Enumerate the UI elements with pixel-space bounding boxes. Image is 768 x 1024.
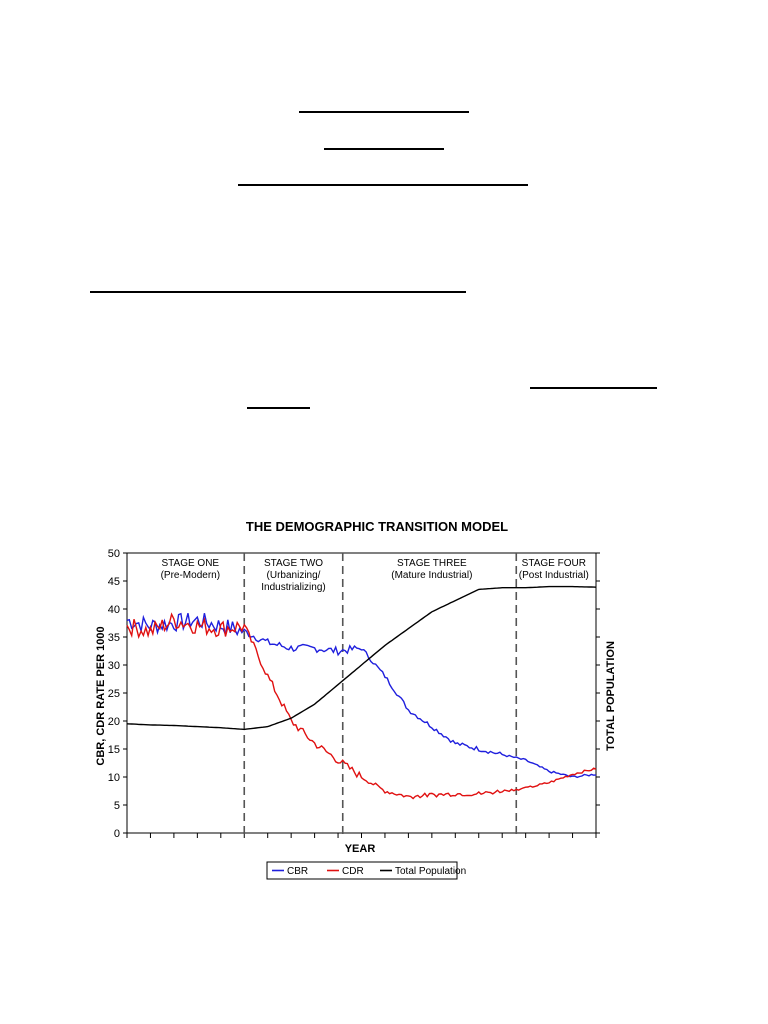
series-line-cbr — [127, 613, 596, 777]
legend-label-cbr: CBR — [287, 866, 309, 877]
stage-label-3: (Mature Industrial) — [391, 570, 473, 581]
legend — [267, 862, 466, 879]
stage-label-2: Industrializing) — [261, 582, 326, 593]
y-tick-label: 15 — [107, 744, 120, 756]
plot-area — [108, 548, 600, 840]
y-tick-label: 45 — [107, 576, 120, 588]
chart-title: THE DEMOGRAPHIC TRANSITION MODEL — [245, 519, 509, 534]
y-axis-title: CBR, CDR RATE PER 1000 — [95, 626, 107, 766]
y-tick-label: 40 — [107, 604, 120, 616]
stage-label-1: (Pre-Modern) — [160, 570, 221, 581]
stage-label-3: STAGE THREE — [397, 558, 467, 569]
plot-frame — [127, 553, 596, 833]
stage-label-4: STAGE FOUR — [521, 558, 586, 569]
stage-label-2: (Urbanizing/ — [266, 570, 321, 581]
y-tick-label: 0 — [113, 828, 120, 840]
stage-label-2: STAGE TWO — [263, 558, 324, 569]
y2-axis-title: TOTAL POPULATION — [605, 641, 617, 751]
stage-label-1: STAGE ONE — [161, 558, 220, 569]
series-line-cdr — [127, 614, 596, 798]
y-tick-label: 25 — [107, 688, 120, 700]
legend-label-total-population: Total Population — [395, 866, 467, 877]
series-line-total-population — [127, 587, 596, 730]
y-tick-label: 35 — [107, 632, 120, 644]
x-axis-title: YEAR — [344, 843, 376, 855]
legend-label-cdr: CDR — [342, 866, 364, 877]
y-tick-label: 50 — [107, 548, 120, 560]
y-tick-label: 20 — [107, 716, 120, 728]
stage-label-4: (Post Industrial) — [518, 570, 589, 581]
y-tick-label: 30 — [107, 660, 120, 672]
y-tick-label: 5 — [113, 800, 120, 812]
y-tick-label: 10 — [107, 772, 120, 784]
